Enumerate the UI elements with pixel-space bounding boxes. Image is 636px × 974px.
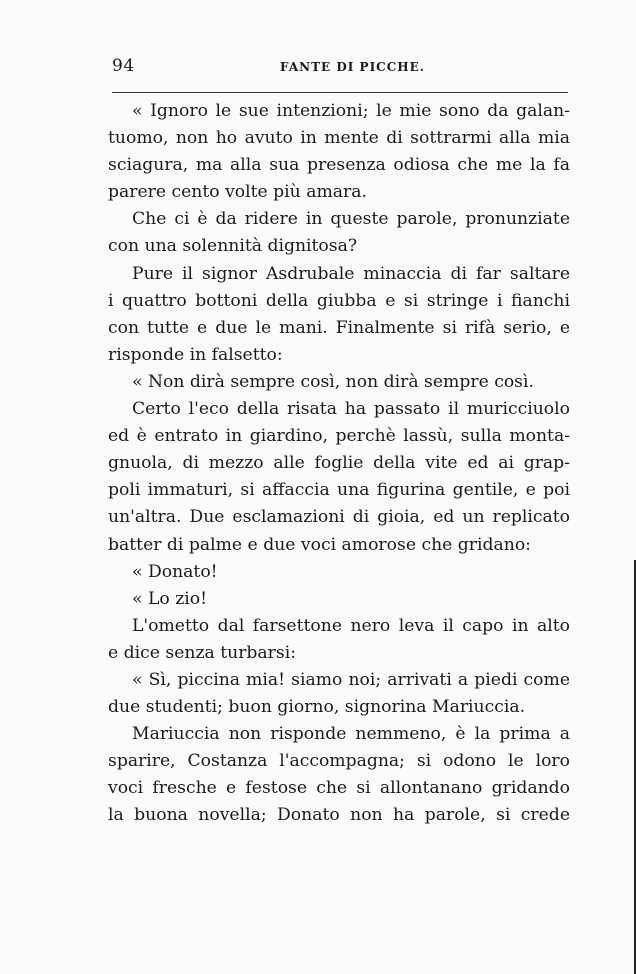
- text-line: Certo l'eco della risata ha passato il muricciuolo: [132, 399, 570, 420]
- header-rule: [112, 92, 568, 93]
- text-line: risponde in falsetto:: [108, 344, 283, 365]
- text-line: ed è entrato in giardino, perchè lassù, sulla monta-: [108, 426, 570, 447]
- text-line: poli immaturi, si affaccia una figurina gentile, e poi: [108, 480, 570, 501]
- text-line: tuomo, non ho avuto in mente di sottrarmi alla mia: [108, 128, 570, 149]
- text-line: sparire, Costanza l'accompagna; si odono le loro: [108, 751, 570, 772]
- text-line: Che ci è da ridere in queste parole, pronunziate: [132, 209, 570, 230]
- body-text: [108, 98, 570, 830]
- text-line: parere cento volte più amara.: [108, 182, 367, 203]
- text-line: un'altra. Due esclamazioni di gioia, ed un replicato: [108, 507, 570, 528]
- text-line: « Lo zio!: [132, 588, 208, 609]
- text-line: due studenti; buon giorno, signorina Mariuccia.: [108, 697, 526, 718]
- page-header: [112, 56, 568, 84]
- text-line: voci fresche e festose che si allontanano gridando: [108, 778, 570, 799]
- text-line: batter di palme e due voci amorose che gridano:: [108, 534, 531, 555]
- text-line: « Non dirà sempre così, non dirà sempre così.: [132, 371, 534, 392]
- text-line: « Ignoro le sue intenzioni; le mie sono da galan-: [132, 101, 570, 121]
- running-title: FANTE DI PICCHE.: [280, 60, 425, 74]
- text-line: Mariuccia non risponde nemmeno, è la prima a: [132, 724, 570, 745]
- text-line: con tutte e due le mani. Finalmente si rifà serio, e: [108, 317, 570, 338]
- text-line: « Sì, piccina mia! siamo noi; arrivati a piedi come: [132, 669, 570, 690]
- text-line: i quattro bottoni della giubba e si stringe i fianchi: [108, 290, 570, 311]
- text-line: « Donato!: [132, 561, 218, 582]
- text-line: Pure il signor Asdrubale minaccia di far saltare: [132, 263, 570, 284]
- page-number: 94: [112, 56, 135, 76]
- text-line: con una solennità dignitosa?: [108, 236, 358, 257]
- text-line: la buona novella; Donato non ha parole, si crede: [108, 805, 570, 826]
- text-line: sciagura, ma alla sua presenza odiosa che me la fa: [108, 155, 570, 176]
- text-line: L'ometto dal farsettone nero leva il capo in alto: [132, 615, 570, 636]
- text-line: gnuola, di mezzo alle foglie della vite ed ai grap-: [108, 453, 570, 474]
- text-line: e dice senza turbarsi:: [108, 642, 296, 663]
